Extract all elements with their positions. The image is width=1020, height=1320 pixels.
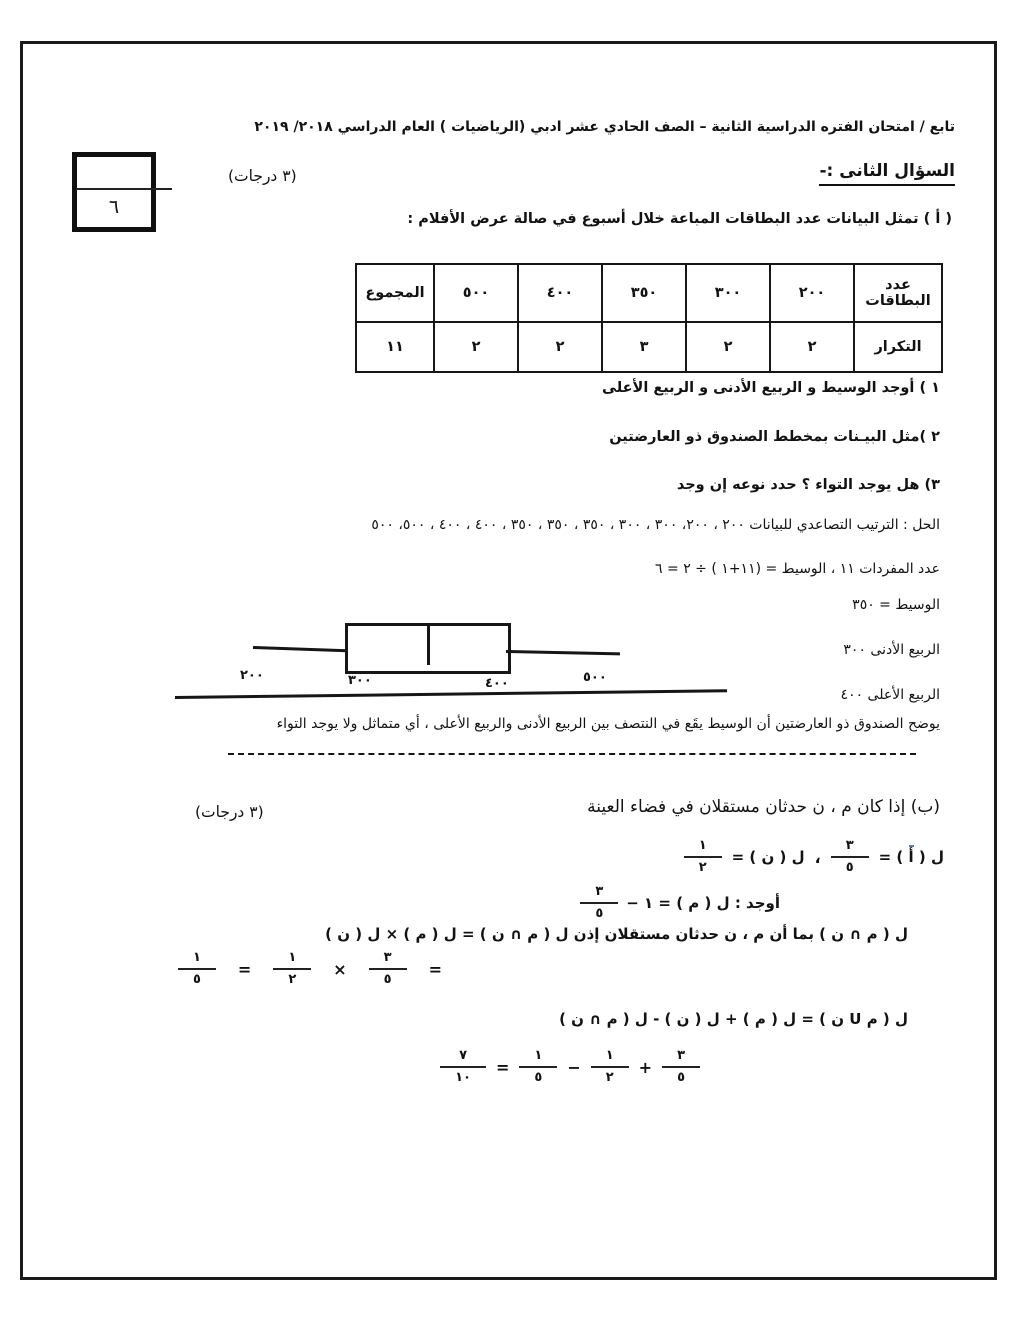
part-b-marks: (٣ درجات) [195,803,264,821]
table-row [356,322,942,372]
fraction-one-half: $\frac{١}{٢}$ [591,1048,629,1087]
fraction-seven-tenths: $\frac{٧}{١٠}$ [440,1048,486,1087]
union-calculation [440,1048,700,1087]
table-freq-cell: ٢ [434,322,518,372]
question-title: السؤال الثانى :- [819,161,955,186]
table-freq-cell: ٢ [686,322,770,372]
boxplot-median-line [427,626,430,665]
tickets-table [355,263,943,373]
minus-sign: − [567,1057,581,1077]
table-freq-cell: ٢ [518,322,602,372]
part-a-intro: ( أ ) تمثل البيانات عدد البطاقات المباعة خلال أسبوع في صالة عرض الأفلام : [407,211,952,227]
sub-question-2: ٢ )مثل البيـنات بمخطط الصندوق ذو العارضتين [609,429,940,445]
table-value-cell: ٤٠٠ [518,264,602,322]
prob-n-label: ل ( ن ) = [731,848,805,867]
solution-count-median-line: عدد المفردات ١١ ، الوسيط = (١١+١ ) ÷ ٢ = ٦ [655,561,940,577]
find-prob-m-text: أوجد : ل ( م ) = ١ − [626,894,780,913]
fraction-three-fifths: $\frac{٣}{٥}$ [831,838,869,877]
fraction-one-half: $\frac{١}{٢}$ [273,950,311,989]
table-value-cell: ٣٠٠ [686,264,770,322]
sub-question-3: ٣) هل يوجد التواء ؟ حدد نوعه إن وجد [676,477,940,493]
exam-header-line: تابع / امتحان الفتره الدراسية الثانية – الصف الحادي عشر ادبي (الرياضيات ) العام الدراسي ٢٠١٨/ ٢٠١٩ [254,119,955,135]
intersection-calculation [178,950,442,989]
boxplot-axis-label-400: ٤٠٠ [485,676,509,691]
table-header-frequency: التكرار [854,322,942,372]
fraction-one-fifth: $\frac{١}{٥}$ [519,1048,557,1087]
sub-question-1: ١ ) أوجد الوسيط و الربيع الأدنى و الربيع الأعلى [602,380,940,396]
fraction-one-half: $\frac{١}{٢}$ [684,838,722,877]
boxplot-axis-label-200: ٢٠٠ [240,668,264,683]
table-row [356,264,942,322]
find-prob-m-equation [580,884,780,923]
table-header-cards: عدد البطاقات [854,264,942,322]
table-value-cell: ٣٥٠ [602,264,686,322]
equals-sign: = [495,1057,510,1077]
a-complement-overbar: أ [909,845,914,866]
fraction-three-fifths: $\frac{٣}{٥}$ [662,1048,700,1087]
grade-value: ٦ [108,196,120,218]
solution-lower-quartile-line: الربيع الأدنى ٣٠٠ [843,642,940,658]
table-value-cell: ٥٠٠ [434,264,518,322]
part-a-marks: (٣ درجات) [228,167,297,185]
solution-upper-quartile-line: الربيع الأعلى ٤٠٠ [840,687,940,703]
table-freq-cell: ٣ [602,322,686,372]
part-b-heading: (ب) إذا كان م ، ن حدثان مستقلان في فضاء العينة [587,797,940,817]
boxplot-axis-label-500: ٥٠٠ [583,670,607,685]
union-rule-line: ل ( م U ن ) = ل ( م ) + ل ( ن ) - ل ( م ∩ ن ) [559,1010,908,1028]
boxplot-axis-label-300: ٣٠٠ [348,673,372,688]
solution-median-line: الوسيط = ٣٥٠ [852,597,940,613]
given-probabilities-equation [684,838,944,877]
equals-sign: = [428,959,442,979]
solution-conclusion-line: يوضح الصندوق ذو العارضتين أن الوسيط يقَع في النتصف بين الربيع الأدنى والربيع الأعلى ، أي متماثل ولا يوجد التواء [276,716,940,732]
grade-box [72,152,156,232]
table-total-label: المجموع [356,264,434,322]
dashed-separator [228,753,916,755]
table-freq-cell: ٢ [770,322,854,372]
equals-sign: = [237,959,252,979]
fraction-one-fifth: $\frac{١}{٥}$ [178,950,216,989]
grade-box-divider [76,188,172,190]
plus-sign: + [638,1057,653,1077]
fraction-three-fifths: $\frac{٣}{٥}$ [369,950,407,989]
multiply-sign: × [333,959,347,979]
table-total-value: ١١ [356,322,434,372]
table-value-cell: ٢٠٠ [770,264,854,322]
comma-separator: ، [814,847,821,867]
fraction-three-fifths: $\frac{٣}{٥}$ [580,884,618,923]
solution-ordering-line: الحل : الترتيب التصاعدي للبيانات ٢٠٠ ، ٢٠٠، ٣٠٠ ، ٣٠٠ ، ٣٥٠ ، ٣٥٠ ، ٣٥٠ ، ٤٠٠ ، ٤٠٠ ، ٥٠٠، ٥٠٠ [371,517,940,533]
intersection-rule-line: ل ( م ∩ ن ) بما أن م ، ن حدثان مستقلان إذن ل ( م ∩ ن ) = ل ( م ) × ل ( ن ) [325,925,908,943]
prob-a-complement-label: ل ( أ ) = [879,848,944,866]
